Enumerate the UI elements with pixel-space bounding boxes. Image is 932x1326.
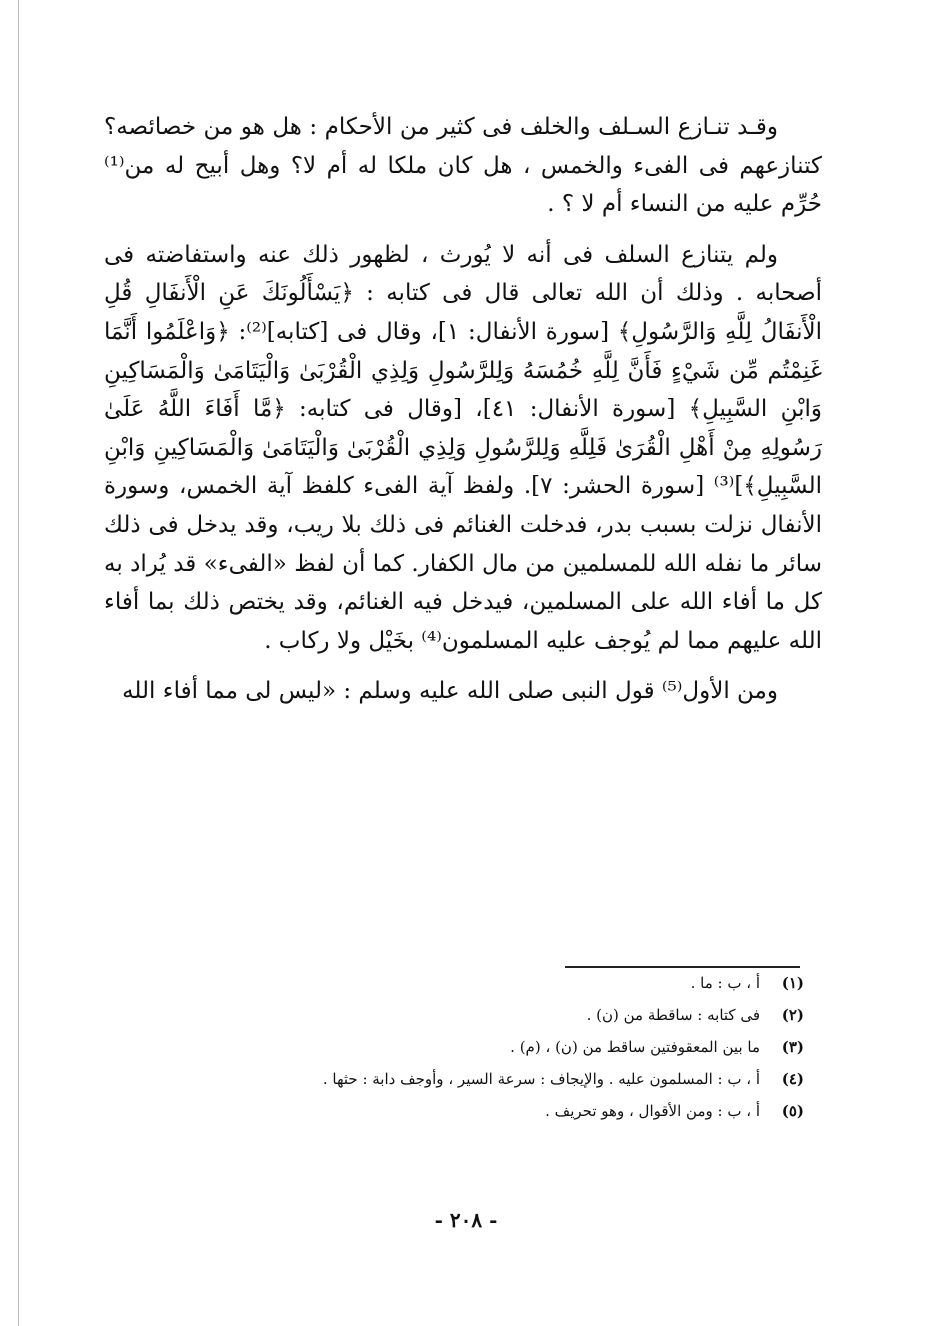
footnote-5 xyxy=(140,1102,804,1134)
footnote-number: (٤) xyxy=(781,1070,804,1088)
paragraph-1: وقـد تنـازع السـلف والخلف فى كثير من الأحكام : هل هو من خصائصه؟ كتنازعهم فى الفىء والخمس ، هل كان ملكا له أم لا؟ وهل أبيح له من⁽¹⁾ حُرِّم عليه من النساء أم لا ؟ . xyxy=(104,114,822,218)
page-number: - ٢٠٨ - xyxy=(434,1208,498,1232)
footnote-text: أ ، ب : المسلمون عليه . والإيجاف : سرعة السير ، وأوجف دابة : حثها . xyxy=(322,1070,760,1088)
paragraph-2: ولم يتنازع السلف فى أنه لا يُورث ، لظهور ذلك عنه واستفاضته فى أصحابه . وذلك أن الله تعالى قال فى كتابه : ﴿يَسْأَلُونَكَ عَنِ الْأَنفَالِ قُلِ الْأَنفَالُ لِلَّهِ وَالرَّسُولِ﴾ [سورة الأنفال: ١]، وقال فى [كتابه]⁽²⁾: ﴿وَاعْلَمُوا أَنَّمَا غَنِمْتُم مِّن شَيْءٍ فَأَنَّ لِلَّهِ خُمُسَهُ وَلِلرَّسُولِ وَلِذِي الْقُرْبَىٰ وَالْيَتَامَىٰ وَالْمَسَاكِينِ وَابْنِ السَّبِيلِ﴾ [سورة الأنفال: ٤١]، [وقال فى كتابه: ﴿مَّا أَفَاءَ اللَّهُ عَلَىٰ رَسُولِهِ مِنْ أَهْلِ الْقُرَىٰ فَلِلَّهِ وَلِلرَّسُولِ وَلِذِي الْقُرْبَىٰ وَالْيَتَامَىٰ وَالْمَسَاكِينِ وَابْنِ السَّبِيلِ﴾]⁽³⁾ [سورة الحشر: ٧]. ولفظ آية الفىء كلفظ آية الخمس، وسورة الأنفال نزلت بسبب بدر، فدخلت الغنائم فى ذلك بلا ريب، وقد يدخل فى ذلك سائر ما نفله الله للمسلمين من مال الكفار. كما أن لفظ «الفىء» قد يُراد به كل ما أفاء الله على المسلمين، فيدخل فيه الغنائم، وقد يختص ذلك بما أفاء الله عليهم مما لم يُوجف عليه المسلمون⁽⁴⁾ بخَيْل ولا ركاب . xyxy=(104,241,823,654)
footnote-number: (٥) xyxy=(781,1102,804,1120)
footnotes xyxy=(140,974,804,1134)
footnote-number: (٢) xyxy=(781,1006,804,1024)
footnote-3 xyxy=(140,1038,804,1070)
footnote-number: (١) xyxy=(781,974,804,992)
footnote-separator xyxy=(565,966,800,968)
footnote-text: ما بين المعقوفتين ساقط من (ن) ، (م) . xyxy=(510,1038,760,1056)
margin-rule xyxy=(18,0,19,1326)
footnote-text: أ ، ب : ما . xyxy=(690,974,760,992)
paragraph-3: ومن الأول⁽⁵⁾ قول النبى صلى الله عليه وسلم : «ليس لى مما أفاء الله xyxy=(122,678,778,705)
footnote-number: (٣) xyxy=(781,1038,804,1056)
footnote-2 xyxy=(140,1006,804,1038)
main-text xyxy=(104,108,822,711)
footnote-text: فى كتابه : ساقطة من (ن) . xyxy=(586,1006,760,1024)
footnote-4 xyxy=(140,1070,804,1102)
footnote-1 xyxy=(140,974,804,1006)
footnote-text: أ ، ب : ومن الأقوال ، وهو تحريف . xyxy=(545,1102,760,1120)
